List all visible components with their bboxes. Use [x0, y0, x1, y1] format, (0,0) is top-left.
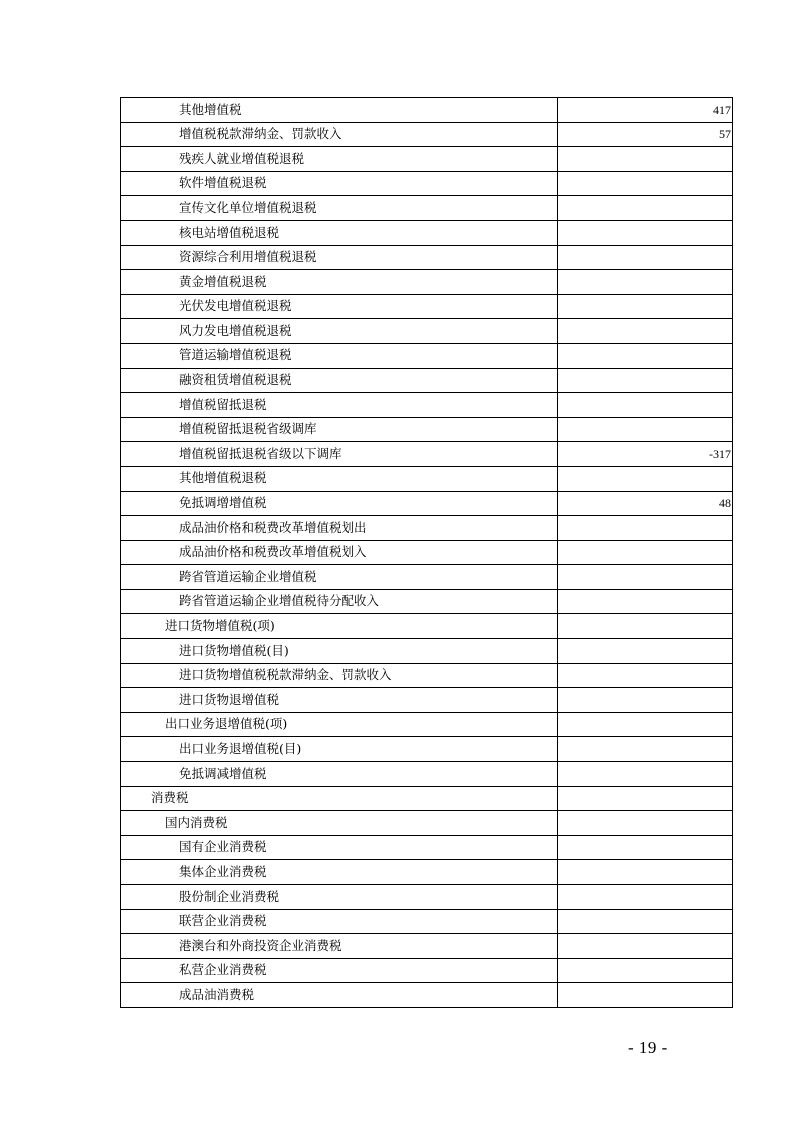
table-row	[121, 614, 733, 639]
table-row	[121, 171, 733, 196]
item-name-cell: 融资租赁增值税退税	[121, 368, 558, 393]
amount-cell	[558, 171, 733, 196]
amount-cell	[558, 811, 733, 836]
table-row	[121, 860, 733, 885]
amount-cell	[558, 885, 733, 910]
amount-cell	[558, 786, 733, 811]
item-name-cell: 黄金增值税退税	[121, 270, 558, 295]
amount-cell	[558, 565, 733, 590]
table-row	[121, 294, 733, 319]
table-row	[121, 147, 733, 172]
item-name-cell: 成品油价格和税费改革增值税划入	[121, 540, 558, 565]
table-row	[121, 540, 733, 565]
item-name-cell: 进口货物增值税(目)	[121, 639, 558, 664]
table-body	[121, 98, 733, 1008]
amount-cell	[558, 417, 733, 442]
amount-cell	[558, 639, 733, 664]
amount-cell	[558, 712, 733, 737]
table-row	[121, 639, 733, 664]
table-row	[121, 245, 733, 270]
amount-cell	[558, 663, 733, 688]
table-row	[121, 442, 733, 467]
item-name-cell: 国有企业消费税	[121, 835, 558, 860]
item-name-cell: 股份制企业消费税	[121, 885, 558, 910]
item-name-cell: 宣传文化单位增值税退税	[121, 196, 558, 221]
amount-cell	[558, 909, 733, 934]
amount-cell	[558, 835, 733, 860]
table-row	[121, 368, 733, 393]
item-name-cell: 核电站增值税退税	[121, 220, 558, 245]
table-row	[121, 319, 733, 344]
item-name-cell: 联营企业消费税	[121, 909, 558, 934]
item-name-cell: 其他增值税	[121, 98, 558, 123]
table-row	[121, 786, 733, 811]
amount-cell	[558, 516, 733, 541]
amount-cell	[558, 393, 733, 418]
item-name-cell: 光伏发电增值税退税	[121, 294, 558, 319]
item-name-cell: 跨省管道运输企业增值税	[121, 565, 558, 590]
amount-cell	[558, 294, 733, 319]
amount-cell	[558, 589, 733, 614]
item-name-cell: 增值税留抵退税省级以下调库	[121, 442, 558, 467]
amount-cell	[558, 688, 733, 713]
amount-cell: 417	[558, 98, 733, 123]
amount-cell	[558, 762, 733, 787]
table-row	[121, 270, 733, 295]
amount-cell	[558, 368, 733, 393]
item-name-cell: 增值税税款滞纳金、罚款收入	[121, 122, 558, 147]
page-number: - 19 -	[628, 1038, 668, 1057]
item-name-cell: 风力发电增值税退税	[121, 319, 558, 344]
item-name-cell: 进口货物增值税(项)	[121, 614, 558, 639]
table-row	[121, 762, 733, 787]
item-name-cell: 成品油价格和税费改革增值税划出	[121, 516, 558, 541]
amount-cell	[558, 540, 733, 565]
amount-cell	[558, 614, 733, 639]
table-row	[121, 958, 733, 983]
item-name-cell: 国内消费税	[121, 811, 558, 836]
table-row	[121, 885, 733, 910]
table-row	[121, 417, 733, 442]
item-name-cell: 出口业务退增值税(目)	[121, 737, 558, 762]
item-name-cell: 免抵调减增值税	[121, 762, 558, 787]
item-name-cell: 管道运输增值税退税	[121, 343, 558, 368]
item-name-cell: 免抵调增增值税	[121, 491, 558, 516]
table-row	[121, 196, 733, 221]
budget-table	[120, 97, 733, 1008]
table-row	[121, 98, 733, 123]
amount-cell: 48	[558, 491, 733, 516]
item-name-cell: 私营企业消费税	[121, 958, 558, 983]
item-name-cell: 进口货物退增值税	[121, 688, 558, 713]
amount-cell	[558, 196, 733, 221]
amount-cell	[558, 466, 733, 491]
table-row	[121, 122, 733, 147]
table-row	[121, 393, 733, 418]
amount-cell	[558, 220, 733, 245]
item-name-cell: 出口业务退增值税(项)	[121, 712, 558, 737]
table-row	[121, 688, 733, 713]
table-row	[121, 811, 733, 836]
item-name-cell: 资源综合利用增值税退税	[121, 245, 558, 270]
item-name-cell: 跨省管道运输企业增值税待分配收入	[121, 589, 558, 614]
amount-cell	[558, 270, 733, 295]
item-name-cell: 进口货物增值税税款滞纳金、罚款收入	[121, 663, 558, 688]
table-row	[121, 712, 733, 737]
amount-cell: -317	[558, 442, 733, 467]
amount-cell	[558, 958, 733, 983]
table-row	[121, 589, 733, 614]
table-row	[121, 220, 733, 245]
item-name-cell: 消费税	[121, 786, 558, 811]
item-name-cell: 增值税留抵退税	[121, 393, 558, 418]
amount-cell	[558, 147, 733, 172]
table-row	[121, 663, 733, 688]
table-row	[121, 909, 733, 934]
amount-cell	[558, 737, 733, 762]
table-row	[121, 737, 733, 762]
table-row	[121, 835, 733, 860]
table-row	[121, 516, 733, 541]
item-name-cell: 增值税留抵退税省级调库	[121, 417, 558, 442]
item-name-cell: 成品油消费税	[121, 983, 558, 1008]
amount-cell	[558, 245, 733, 270]
item-name-cell: 集体企业消费税	[121, 860, 558, 885]
item-name-cell: 软件增值税退税	[121, 171, 558, 196]
item-name-cell: 港澳台和外商投资企业消费税	[121, 934, 558, 959]
table-row	[121, 491, 733, 516]
table-row	[121, 983, 733, 1008]
amount-cell	[558, 319, 733, 344]
amount-cell: 57	[558, 122, 733, 147]
item-name-cell: 其他增值税退税	[121, 466, 558, 491]
table-row	[121, 343, 733, 368]
table-row	[121, 466, 733, 491]
table-row	[121, 565, 733, 590]
amount-cell	[558, 934, 733, 959]
item-name-cell: 残疾人就业增值税退税	[121, 147, 558, 172]
amount-cell	[558, 343, 733, 368]
amount-cell	[558, 983, 733, 1008]
table-row	[121, 934, 733, 959]
amount-cell	[558, 860, 733, 885]
